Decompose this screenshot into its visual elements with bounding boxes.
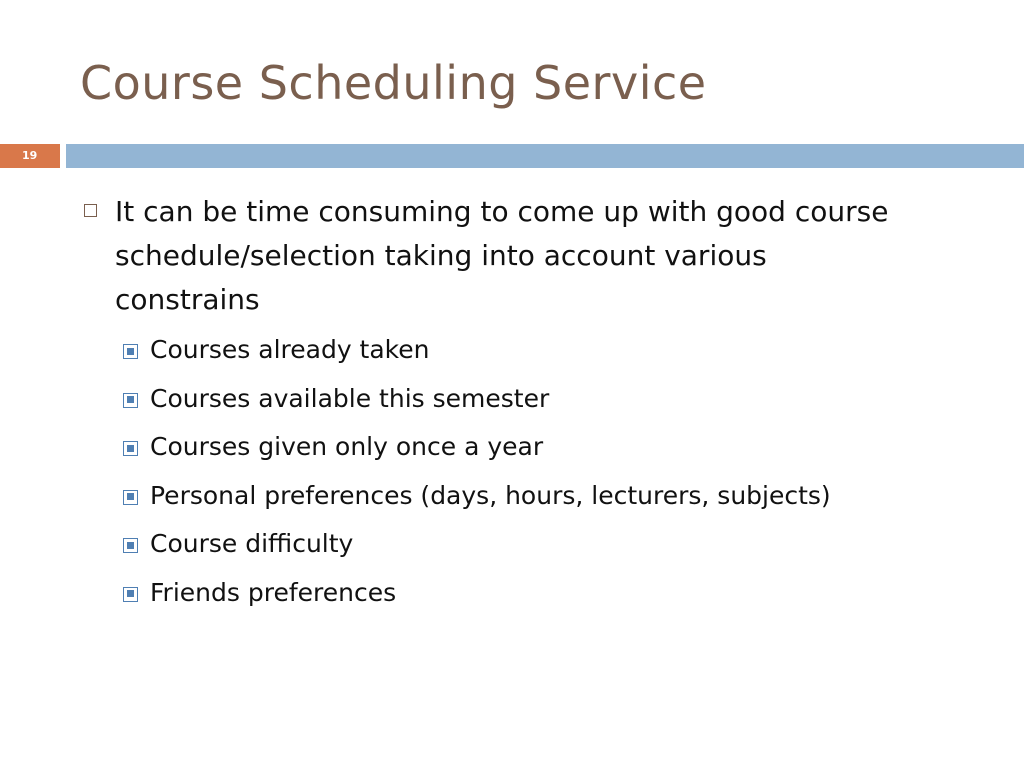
filled-square-bullet-icon <box>123 538 138 553</box>
main-bullet-point <box>80 190 895 322</box>
filled-square-bullet-icon <box>123 587 138 602</box>
sub-bullet-text: Courses given only once a year <box>150 432 544 461</box>
sub-bullet-item <box>80 326 980 375</box>
sub-bullet-item <box>80 472 980 521</box>
main-bullet-text: It can be time consuming to come up with good course schedule/selection taking into account various constrains <box>115 195 889 316</box>
header-divider-bar <box>66 144 1024 168</box>
filled-square-bullet-icon <box>123 441 138 456</box>
sub-bullet-text: Course difficulty <box>150 529 354 558</box>
filled-square-bullet-icon <box>123 344 138 359</box>
slide-content <box>80 190 980 617</box>
filled-square-bullet-icon <box>123 490 138 505</box>
slide-title: Course Scheduling Service <box>80 56 707 110</box>
sub-bullet-item <box>80 375 980 424</box>
hollow-square-bullet-icon <box>84 204 97 217</box>
sub-bullet-list <box>80 326 980 617</box>
sub-bullet-item <box>80 520 980 569</box>
sub-bullet-item <box>80 423 980 472</box>
filled-square-bullet-icon <box>123 393 138 408</box>
sub-bullet-text: Friends preferences <box>150 577 397 607</box>
sub-bullet-text: Personal preferences (days, hours, lecturers, subjects) <box>150 480 831 510</box>
sub-bullet-text: Courses available this semester <box>150 383 550 413</box>
sub-bullet-text: Courses already taken <box>150 335 430 364</box>
sub-bullet-item <box>80 569 980 618</box>
slide-number: 19 <box>0 144 60 168</box>
